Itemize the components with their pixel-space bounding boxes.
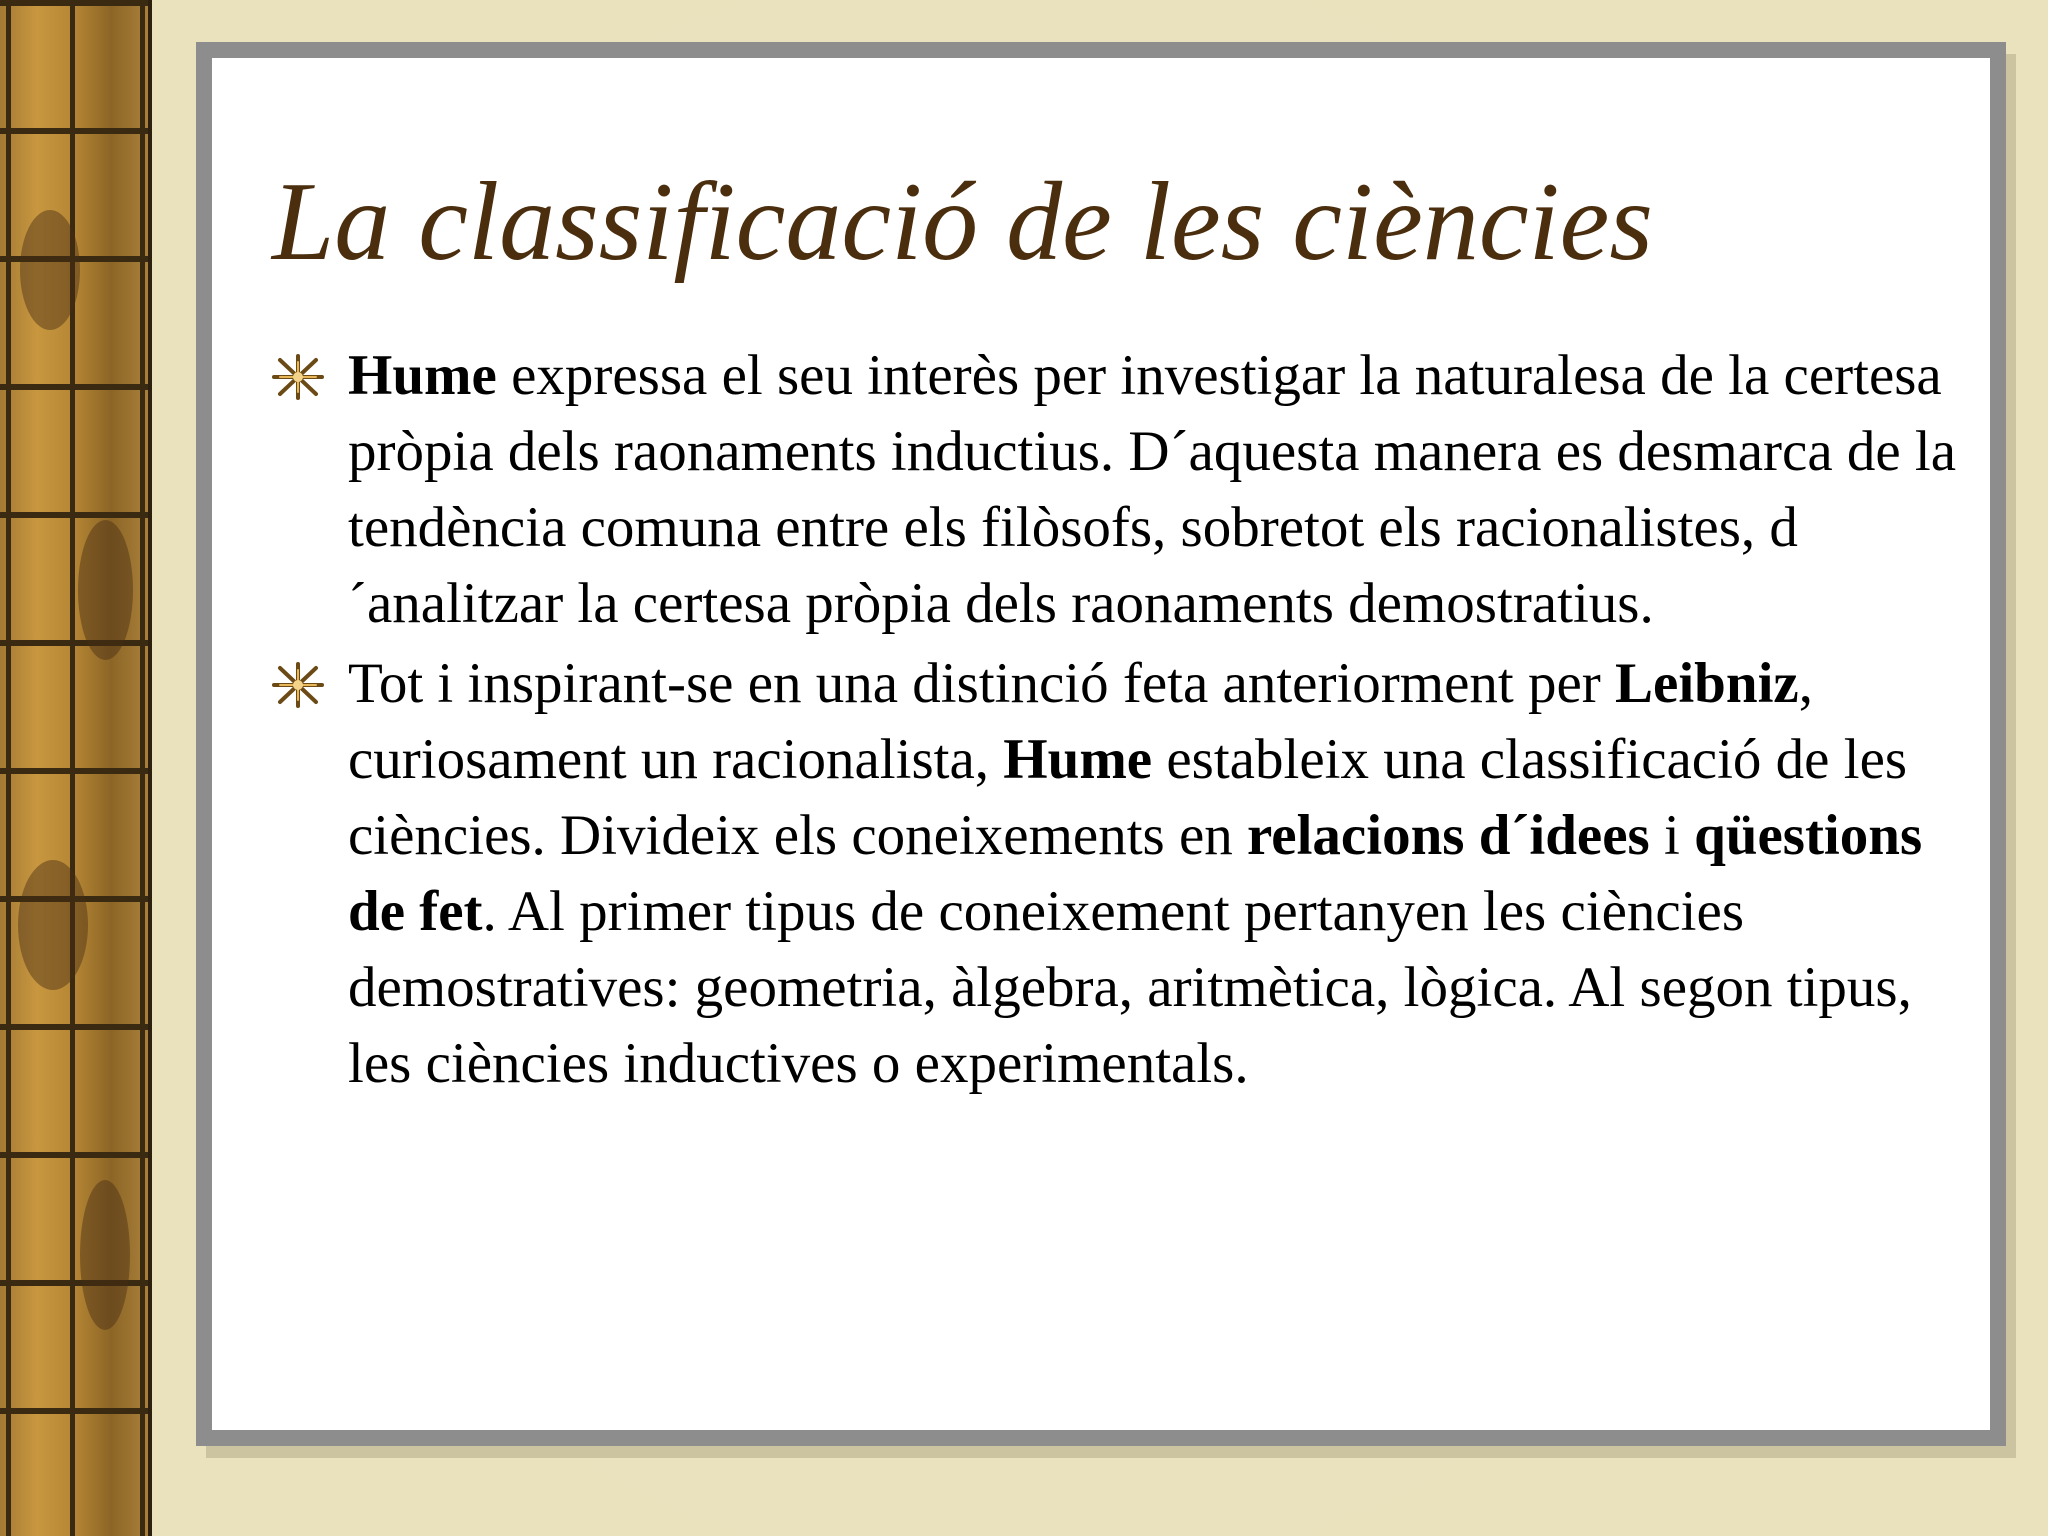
star-burst-icon (268, 660, 328, 710)
bullet-text-1: Hume expressa el seu interès per investigar la naturalesa de la certesa pròpia dels raonaments inductius. D´aquesta manera es desmarca de la tendència comuna entre els filòsofs, sobretot els racionalistes, d´analitzar la certesa pròpia dels raonaments demostratius. (348, 344, 1957, 635)
slide-title: La classificació de les ciències (272, 160, 1653, 284)
bullet-text-2: Tot i inspirant-se en una distinció feta anteriorment per Leibniz, curiosament un racionalista, Hume estableix una classificació de les ciències. Divideix els coneixements en relacions d´idees i qüestions de fet. Al primer tipus de coneixement pertanyen les ciències demostratives: geometria, àlgebra, aritmètica, lògica. Al segon tipus, les ciències inductives o experimentals. (348, 652, 1923, 1095)
slide-frame (196, 42, 2006, 1446)
bullet-item-hume-inductive (262, 338, 1982, 642)
bullet-list (262, 338, 1982, 1106)
slide-content (212, 58, 1990, 1430)
decorative-left-border (0, 0, 152, 1536)
star-burst-icon (268, 352, 328, 402)
bullet-item-classification (262, 646, 1982, 1102)
